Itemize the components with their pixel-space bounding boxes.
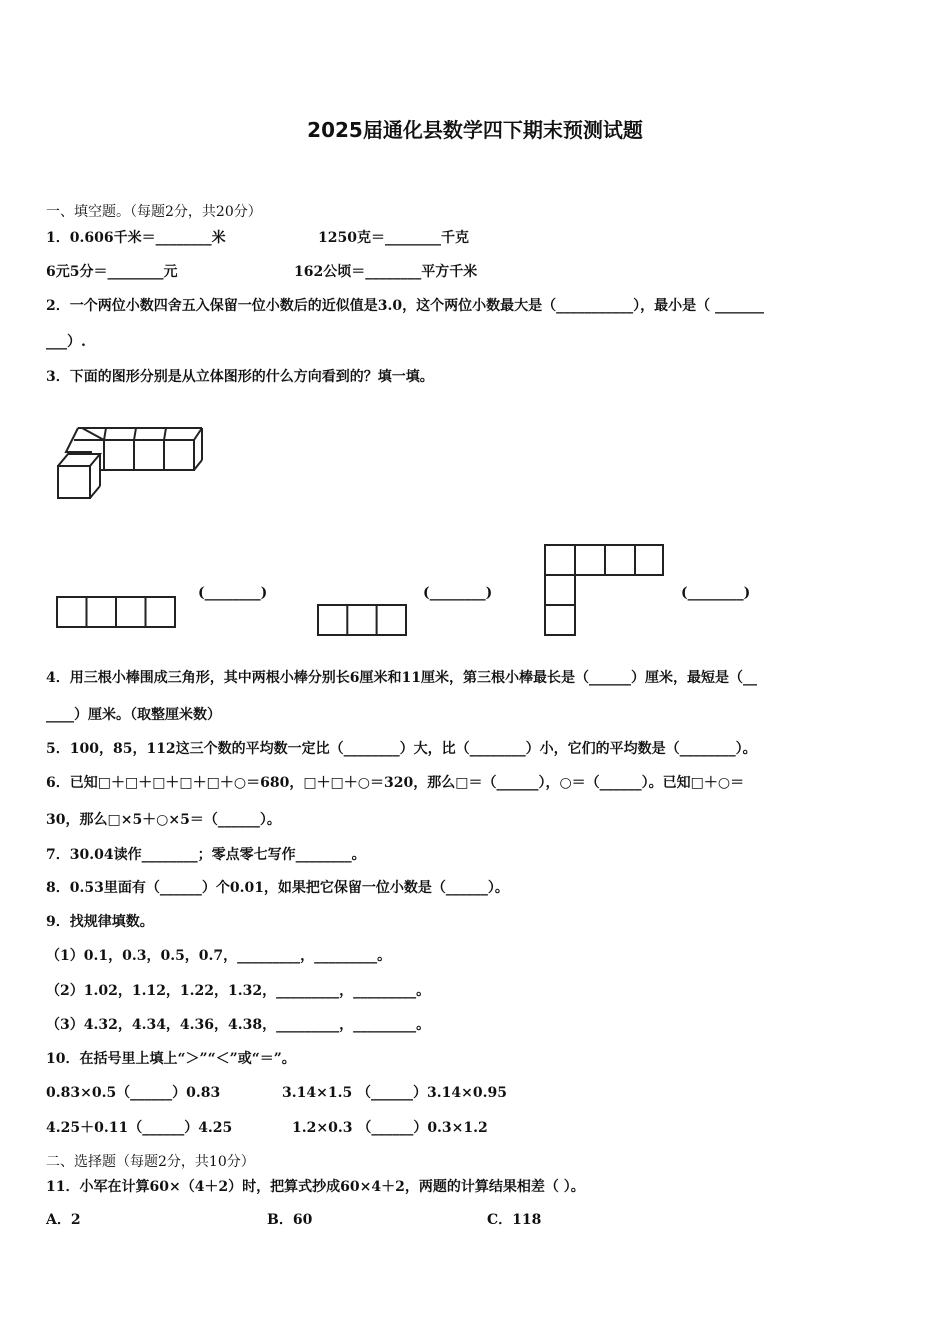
question-5: 5．100，85，112这三个数的平均数一定比（________）大，比（________）小，它们的平均数是（________）。 (46, 741, 757, 757)
question-3: 3．下面的图形分别是从立体图形的什么方向看到的？填一填。 (46, 369, 434, 385)
question-1-part-d: 162公顷＝________平方千米 (294, 264, 478, 280)
question-11-option-c[interactable]: C．118 (487, 1212, 542, 1228)
question-11-option-a[interactable]: A．2 (46, 1212, 81, 1228)
question-4-line-2: ____）厘米。（取整厘米数） (46, 707, 221, 723)
answer-blank-view-3[interactable]: (________) (681, 585, 751, 601)
question-10-item-d: 1.2×0.3 （______）0.3×1.2 (292, 1120, 488, 1136)
question-4-line-1: 4．用三根小棒围成三角形，其中两根小棒分别长6厘米和11厘米，第三根小棒最长是（______）厘米，最短是（__ (46, 670, 757, 686)
question-11-option-b[interactable]: B．60 (267, 1212, 313, 1228)
question-10-item-a: 0.83×0.5（______）0.83 (46, 1085, 221, 1101)
answer-blank-view-1[interactable]: (________) (198, 585, 268, 601)
question-11: 11．小军在计算60×（4＋2）时，把算式抄成60×4＋2，两题的计算结果相差（ ）。 (46, 1179, 585, 1195)
question-2-line-1: 2．一个两位小数四舍五入保留一位小数后的近似值是3.0，这个两位小数最大是（___________），最小是（ _______ (46, 298, 764, 314)
question-6-line-2: 30，那么□×5＋○×5＝（______）。 (46, 812, 281, 828)
question-10: 10．在括号里上填上“＞”“＜”或“＝”。 (46, 1051, 296, 1067)
question-9-sub-3: （3）4.32，4.34，4.36，4.38，_________，_________。 (46, 1017, 431, 1033)
question-10-item-b: 3.14×1.5 （______）3.14×0.95 (282, 1085, 507, 1101)
solid-figure-diagram (52, 422, 212, 504)
question-9-sub-2: （2）1.02，1.12，1.22，1.32，_________，_________。 (46, 983, 431, 999)
question-1-part-c: 6元5分＝________元 (46, 264, 178, 280)
question-2-line-2: ___）. (46, 334, 86, 350)
question-10-item-c: 4.25＋0.11（______）4.25 (46, 1120, 233, 1136)
section-heading-1: 一、填空题。（每题2分，共20分） (46, 204, 262, 220)
view-diagram-3 (544, 544, 666, 638)
question-9: 9．找规律填数。 (46, 914, 154, 930)
question-7: 7．30.04读作________；零点零七写作________。 (46, 847, 366, 863)
section-heading-2: 二、选择题（每题2分，共10分） (46, 1154, 255, 1170)
question-1-part-b: 1250克＝________千克 (318, 230, 469, 246)
view-diagram-2 (317, 604, 409, 638)
question-8: 8．0.53里面有（______）个0.01，如果把它保留一位小数是（______）。 (46, 880, 509, 896)
question-9-sub-1: （1）0.1，0.3，0.5，0.7，_________，_________。 (46, 948, 392, 964)
page-title: 2025届通化县数学四下期末预测试题 (307, 118, 643, 142)
answer-blank-view-2[interactable]: (________) (423, 585, 493, 601)
question-1-part-a: 1．0.606千米＝________米 (46, 230, 226, 246)
view-diagram-1 (56, 596, 178, 630)
question-6-line-1: 6．已知□＋□＋□＋□＋□＋○＝680，□＋□＋○＝320，那么□＝（______），○＝（______）。已知□＋○＝ (46, 775, 745, 791)
